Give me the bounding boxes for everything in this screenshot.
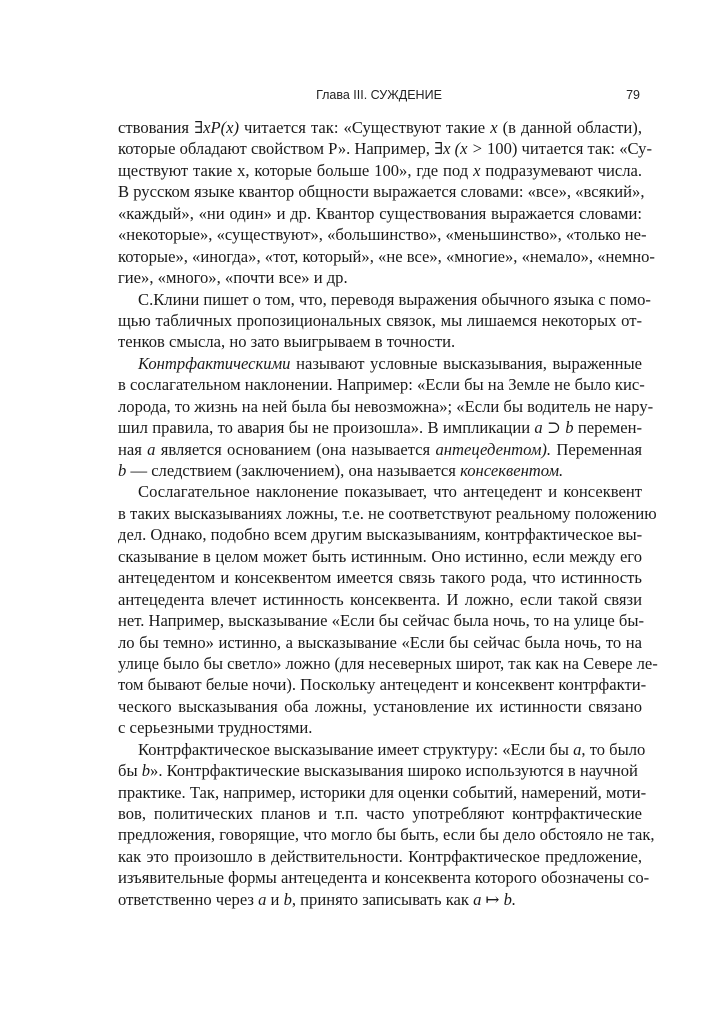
italic-text: консеквентом. xyxy=(460,461,564,480)
text-span: — следствием (заключением), она называется xyxy=(126,461,461,480)
text-line xyxy=(118,782,647,803)
chapter-title: Глава III. СУЖДЕНИЕ xyxy=(316,88,442,102)
text-line xyxy=(118,567,642,588)
text-line xyxy=(118,610,645,631)
text-span: ». Контрфактические высказывания широко используются в научной xyxy=(150,761,638,781)
text-line xyxy=(118,867,650,888)
text-span: том бывают белые ночи). Поскольку антецедент и консеквент контрфакти- xyxy=(118,675,647,695)
text-span: которые обладают свойством Р». Например, xyxy=(118,139,435,159)
italic-text: ∃x (x > xyxy=(434,139,483,159)
text-span: подразумевают числа. xyxy=(480,160,643,180)
text-line xyxy=(118,396,654,417)
italic-text: a xyxy=(573,739,582,759)
text-line xyxy=(118,374,645,395)
page-number: 79 xyxy=(626,88,640,102)
text-span: с серьезными трудностями. xyxy=(118,718,313,738)
italic-text: a xyxy=(473,889,482,909)
text-span: вов, политических планов и т.п. часто употребляют контрфактические xyxy=(118,804,642,823)
text-span: бы xyxy=(118,761,142,781)
text-line xyxy=(118,417,642,438)
text-span: в таких высказываниях ложны, т.е. не соответствуют реальному положению xyxy=(118,503,657,523)
text-line xyxy=(118,824,655,845)
text-span: лорода, то жизнь на ней была бы невозможна»; «Если бы водитель не нару- xyxy=(118,396,654,416)
text-span: «каждый», «ни один» и др. Квантор существования выражается словами: xyxy=(118,203,642,223)
text-line xyxy=(118,589,642,610)
text-span: Контрфактическое высказывание имеет структуру: «Если бы xyxy=(138,739,574,759)
text-line xyxy=(118,331,642,352)
text-span: дел. Однако, подобно всем другим высказываниям, контрфактическое вы- xyxy=(118,525,643,545)
text-line xyxy=(118,674,647,695)
text-line xyxy=(118,160,642,181)
text-line xyxy=(118,760,642,781)
text-line xyxy=(118,138,652,159)
text-line xyxy=(118,203,642,224)
text-line xyxy=(118,460,642,481)
italic-text: b xyxy=(118,461,127,480)
text-span: щью табличных пропозициональных связок, мы лишаемся некоторых от- xyxy=(118,310,642,330)
text-span: 100) читается так: «Су- xyxy=(482,139,652,159)
text-line xyxy=(118,289,651,310)
text-span: Переменная xyxy=(551,439,642,459)
text-line xyxy=(118,353,642,374)
text-span: Сослагательное наклонение показывает, что антецедент и консеквент xyxy=(138,482,642,502)
text-span: С.Клини пишет о том, что, переводя выражения обычного языка с помо- xyxy=(138,289,651,309)
text-span: , принято записывать как xyxy=(291,889,474,909)
text-span: практике. Так, например, историки для оценки событий, намерений, моти- xyxy=(118,782,647,802)
text-span: ↦ xyxy=(481,889,504,909)
text-line xyxy=(118,717,642,738)
text-span: как это произошло в действительности. Контрфактическое предложение, xyxy=(118,846,642,866)
text-line xyxy=(118,481,642,502)
text-line xyxy=(118,803,642,824)
text-line xyxy=(118,310,642,331)
italic-text: x xyxy=(473,160,481,180)
italic-text: ∃xP(x) xyxy=(194,118,239,137)
text-line xyxy=(118,117,642,138)
text-span: изъявительные формы антецедента и консеквента которого обозначены со- xyxy=(118,868,650,888)
italic-text: Контрфактическими xyxy=(138,353,291,373)
text-line xyxy=(118,653,658,674)
italic-text: a xyxy=(147,439,156,459)
italic-text: b. xyxy=(503,889,517,909)
italic-text: b xyxy=(141,761,151,781)
text-span: перемен- xyxy=(573,418,643,438)
text-line xyxy=(118,224,647,245)
text-span: называют условные высказывания, выраженные xyxy=(290,353,642,373)
text-span: ческого высказывания оба ложны, установление их истинности связано xyxy=(118,696,642,716)
text-line xyxy=(118,889,642,910)
text-span: предложения, говорящие, что могло бы быть, если бы дело обстояло не так, xyxy=(118,825,655,845)
text-span: ответственно через xyxy=(118,889,259,909)
text-span: шил правила, то авария бы не произошла». В импликации xyxy=(118,418,535,438)
text-line xyxy=(118,546,642,567)
running-header xyxy=(118,88,640,106)
text-span: гие», «много», «почти все» и др. xyxy=(118,268,348,288)
text-span: , то было xyxy=(581,739,646,759)
text-span: ществуют такие х, которые больше 100», где под xyxy=(118,160,474,180)
text-span: улице было бы светло» ложно (для несеверных широт, так как на Севере ле- xyxy=(118,653,658,673)
text-span: и xyxy=(266,889,284,909)
text-line xyxy=(118,696,642,717)
text-line xyxy=(118,846,642,867)
text-line xyxy=(118,267,642,288)
italic-text: b xyxy=(283,889,292,909)
page-body-text xyxy=(118,117,658,910)
text-line xyxy=(118,632,642,653)
text-span: сказывание в целом может быть истинным. Оно истинно, если между его xyxy=(118,546,642,566)
text-span: (в данной области), xyxy=(497,118,642,137)
text-span: которые», «иногда», «тот, который», «не все», «многие», «немало», «немно- xyxy=(118,246,655,266)
text-span: в сослагательном наклонении. Например: «Если бы на Земле не было кис- xyxy=(118,375,645,395)
text-line xyxy=(118,439,642,460)
text-span: читается так: «Существуют такие xyxy=(239,118,491,137)
text-span: тенков смысла, но зато выигрываем в точности. xyxy=(118,332,456,352)
italic-text: a xyxy=(258,889,267,909)
text-span: В русском языке квантор общности выражается словами: «все», «всякий», xyxy=(118,182,645,202)
text-span: ло бы темно» истинно, а высказывание «Если бы сейчас была ночь, то на xyxy=(118,632,642,652)
text-line xyxy=(118,503,657,524)
text-span: антецедентом и консеквентом имеется связь такого рода, что истинность xyxy=(118,568,642,588)
text-line xyxy=(118,524,642,545)
text-span: «некоторые», «существуют», «большинство», «меньшинство», «только не- xyxy=(118,225,647,245)
text-span: является основанием (она называется xyxy=(155,439,436,459)
italic-text: антецедентом). xyxy=(435,439,552,459)
italic-text: x xyxy=(490,118,498,137)
text-span: ная xyxy=(118,439,148,459)
text-line xyxy=(118,739,646,760)
text-span: антецедента влечет истинность консеквента. И ложно, если такой связи xyxy=(118,589,642,609)
text-line xyxy=(118,246,655,267)
text-span: нет. Например, высказывание «Если бы сейчас была ночь, то на улице бы- xyxy=(118,611,645,631)
italic-text: a ⊃ b xyxy=(534,418,574,438)
text-line xyxy=(118,181,645,202)
text-span: ствования xyxy=(118,118,195,137)
